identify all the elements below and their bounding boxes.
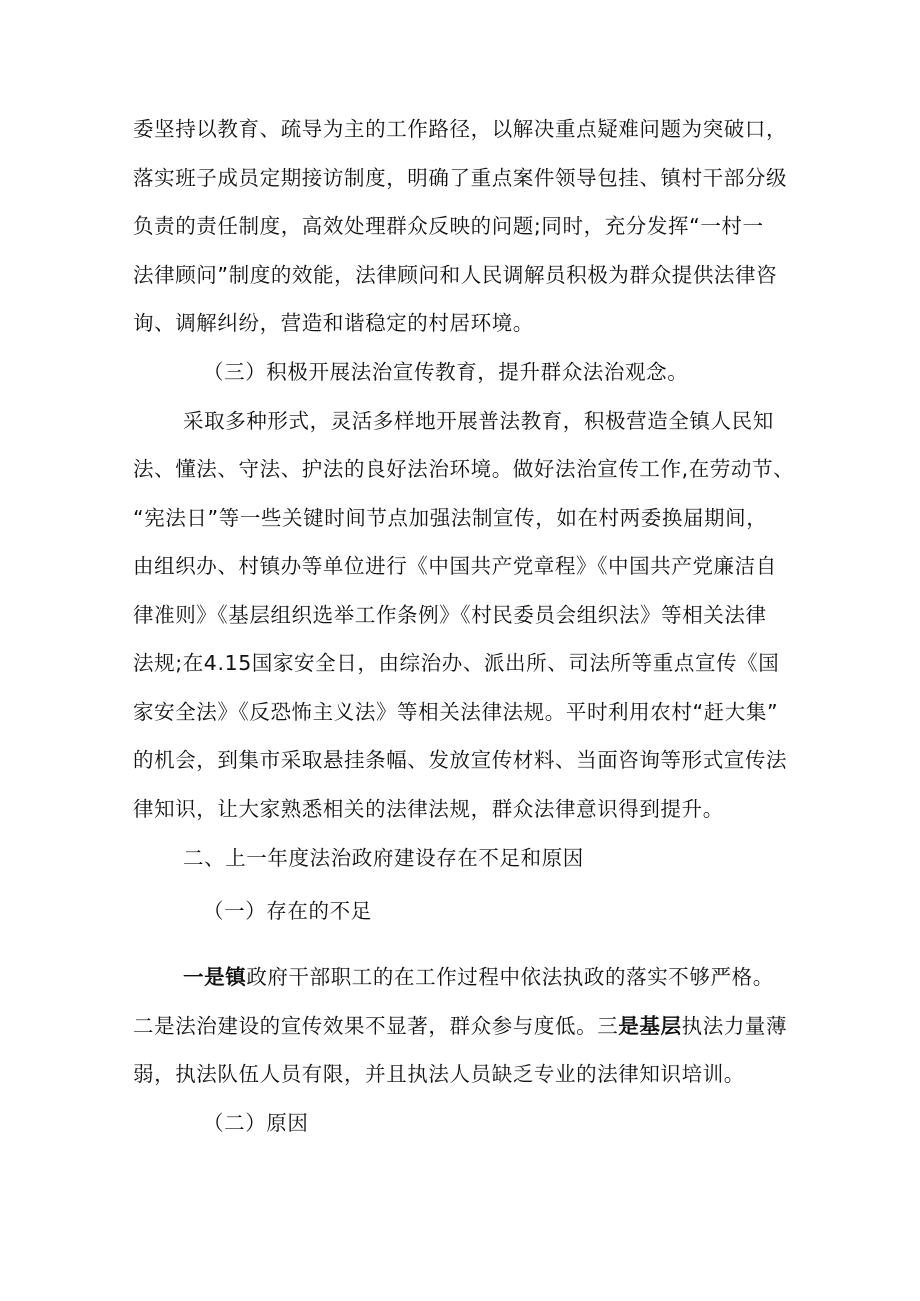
paragraph-line: 法规;在4.15国家安全日，由综治办、派出所、司法所等重点宣传《国 xyxy=(133,651,780,675)
section-heading-2: 二、上一年度法治政府建设存在不足和原因 xyxy=(183,846,584,870)
subsection-heading-2: （二）原因 xyxy=(203,1111,309,1135)
text-run: 政府干部职工的在工作过程中依法执政的落实不够严格。 xyxy=(246,965,774,989)
paragraph-line: 由组织办、村镇办等单位进行《中国共产党章程》《中国共产党廉洁自 xyxy=(133,554,777,578)
paragraph-line xyxy=(183,962,853,992)
paragraph-line: 家安全法》《反恐怖主义法》等相关法律法规。平时利用农村“赶大集” xyxy=(133,700,779,724)
text-run: 执法力量薄 xyxy=(681,1014,788,1038)
paragraph-line xyxy=(133,1011,803,1041)
paragraph-line: 落实班子成员定期接访制度，明确了重点案件领导包挂、镇村干部分级 xyxy=(133,166,788,190)
paragraph-line: 负责的责任制度，高效处理群众反映的问题;同时，充分发挥“一村一 xyxy=(133,214,764,238)
subsection-heading-1: （一）存在的不足 xyxy=(203,899,372,923)
bold-lead: 是基层 xyxy=(618,1014,682,1038)
paragraph-line: 法、懂法、守法、护法的良好法治环境。做好法治宣传工作,在劳动节、 xyxy=(133,457,795,481)
paragraph-line: “宪法日”等一些关键时间节点加强法制宣传，如在村两委换届期间， xyxy=(133,506,768,530)
paragraph-line: 法律顾问”制度的效能，法律顾问和人民调解员积极为群众提供法律咨 xyxy=(133,263,778,287)
paragraph-line: 委坚持以教育、疏导为主的工作路径，以解决重点疑难问题为突破口， xyxy=(133,117,788,141)
paragraph-line: 律知识，让大家熟悉相关的法律法规，群众法律意识得到提升。 xyxy=(133,797,724,821)
section-heading-3: （三）积极开展法治宣传教育，提升群众法治观念。 xyxy=(203,360,689,384)
bold-lead: 一是镇 xyxy=(183,965,247,989)
paragraph-line: 采取多种形式，灵活多样地开展普法教育，积极营造全镇人民知 xyxy=(183,409,774,433)
paragraph-line: 询、调解纠纷，营造和谐稳定的村居环境。 xyxy=(133,311,534,335)
paragraph-line: 的机会，到集市采取悬挂条幅、发放宣传材料、当面咨询等形式宣传法 xyxy=(133,748,788,772)
paragraph-line: 弱，执法队伍人员有限，并且执法人员缺乏专业的法律知识培训。 xyxy=(133,1062,745,1086)
text-run: 二是法治建设的宣传效果不显著，群众参与度低。三 xyxy=(133,1014,619,1038)
paragraph-line: 律准则》《基层组织选举工作条例》《村民委员会组织法》等相关法律 xyxy=(133,603,767,627)
